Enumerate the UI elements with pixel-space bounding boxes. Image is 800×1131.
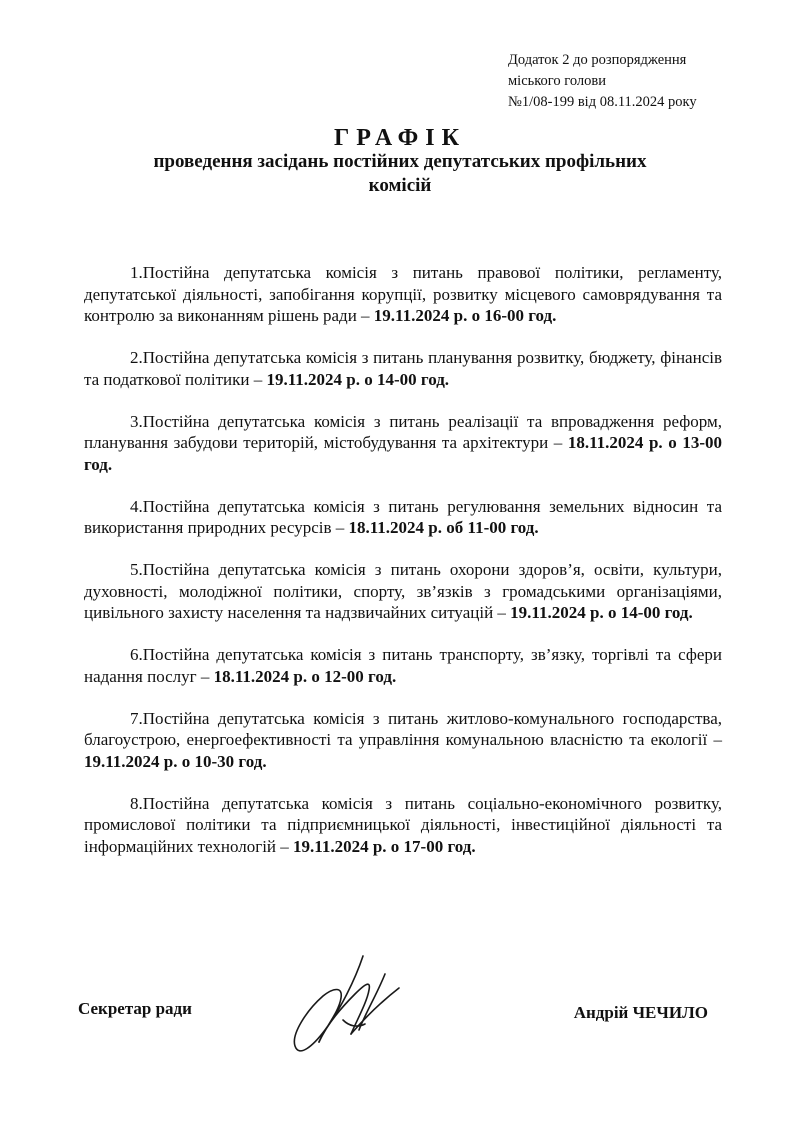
document-subtitle: проведення засідань постійних депутатських профільних комісій <box>153 151 647 196</box>
item-datetime: 18.11.2024 р. о 13-00 год. <box>84 433 722 474</box>
item-number: 1. <box>130 263 143 282</box>
document-title: ГРАФІК <box>333 125 467 151</box>
schedule-item <box>84 793 722 858</box>
item-text: Постійна депутатська комісія з питань планування розвитку, бюджету, фінансів та податкової політики – <box>84 348 722 389</box>
annex-note <box>508 50 768 113</box>
item-number: 2. <box>130 348 143 367</box>
item-text: Постійна депутатська комісія з питань регулювання земельних відносин та використання природних ресурсів – <box>84 496 722 537</box>
item-text: Постійна депутатська комісія з питань соціально-економічного розвитку, промислової політики та підприємницької діяльності, інвестиційної діяльності та інформаційних технологій – <box>84 793 722 856</box>
item-datetime: 19.11.2024 р. о 16-00 год. <box>373 306 557 325</box>
annex-line-3: №1/08-199 від 08.11.2024 року <box>508 94 697 110</box>
item-datetime: 18.11.2024 р. о 12-00 год. <box>213 666 397 686</box>
schedule-item <box>84 644 722 687</box>
schedule-list <box>84 262 722 878</box>
annex-line-2: міського голови <box>508 73 607 89</box>
annex-line-1: Додаток 2 до розпорядження <box>508 52 687 68</box>
item-datetime: 19.11.2024 р. о 17-00 год. <box>293 836 476 856</box>
schedule-item <box>84 262 722 327</box>
item-text: Постійна депутатська комісія з питань реалізації та впровадження реформ, планування забудови територій, містобудування та архітектури – <box>84 411 722 452</box>
item-datetime: 18.11.2024 р. об 11-00 год. <box>348 518 539 537</box>
item-text: Постійна депутатська комісія з питань охорони здоров’я, освіти, культури, духовності, молодіжної політики, спорту, зв’язків з громадськими організаціями, цивільного захисту населення та надзвичайних ситуацій – <box>84 560 722 622</box>
item-datetime: 19.11.2024 р. о 14-00 год. <box>266 369 450 389</box>
schedule-item <box>84 559 722 624</box>
item-number: 8. <box>130 793 143 813</box>
schedule-item <box>84 708 722 773</box>
item-text: Постійна депутатська комісія з питань транспорту, зв’язку, торгівлі та сфери надання послуг – <box>84 645 722 686</box>
item-text: Постійна депутатська комісія з питань житлово-комунального господарства, благоустрою, енергоефективності та управління комунальною власністю та екології – <box>84 708 722 749</box>
signature-block <box>78 999 708 1029</box>
schedule-item <box>84 496 722 539</box>
schedule-item <box>84 411 722 476</box>
item-number: 5. <box>130 560 143 579</box>
item-datetime: 19.11.2024 р. о 14-00 год. <box>510 603 693 622</box>
item-text: Постійна депутатська комісія з питань правової політики, регламенту, депутатської діяльності, запобігання корупції, розвитку місцевого самоврядування та контролю за виконанням рішень ради – <box>84 263 722 325</box>
item-number: 4. <box>130 496 143 516</box>
item-number: 3. <box>130 411 143 431</box>
item-number: 7. <box>130 708 143 728</box>
item-number: 6. <box>130 645 143 664</box>
schedule-item <box>84 347 722 390</box>
item-datetime: 19.11.2024 р. о 10-30 год. <box>84 751 267 771</box>
signer-name: Андрій ЧЕЧИЛО <box>573 1003 708 1022</box>
signer-role: Секретар ради <box>78 999 192 1018</box>
